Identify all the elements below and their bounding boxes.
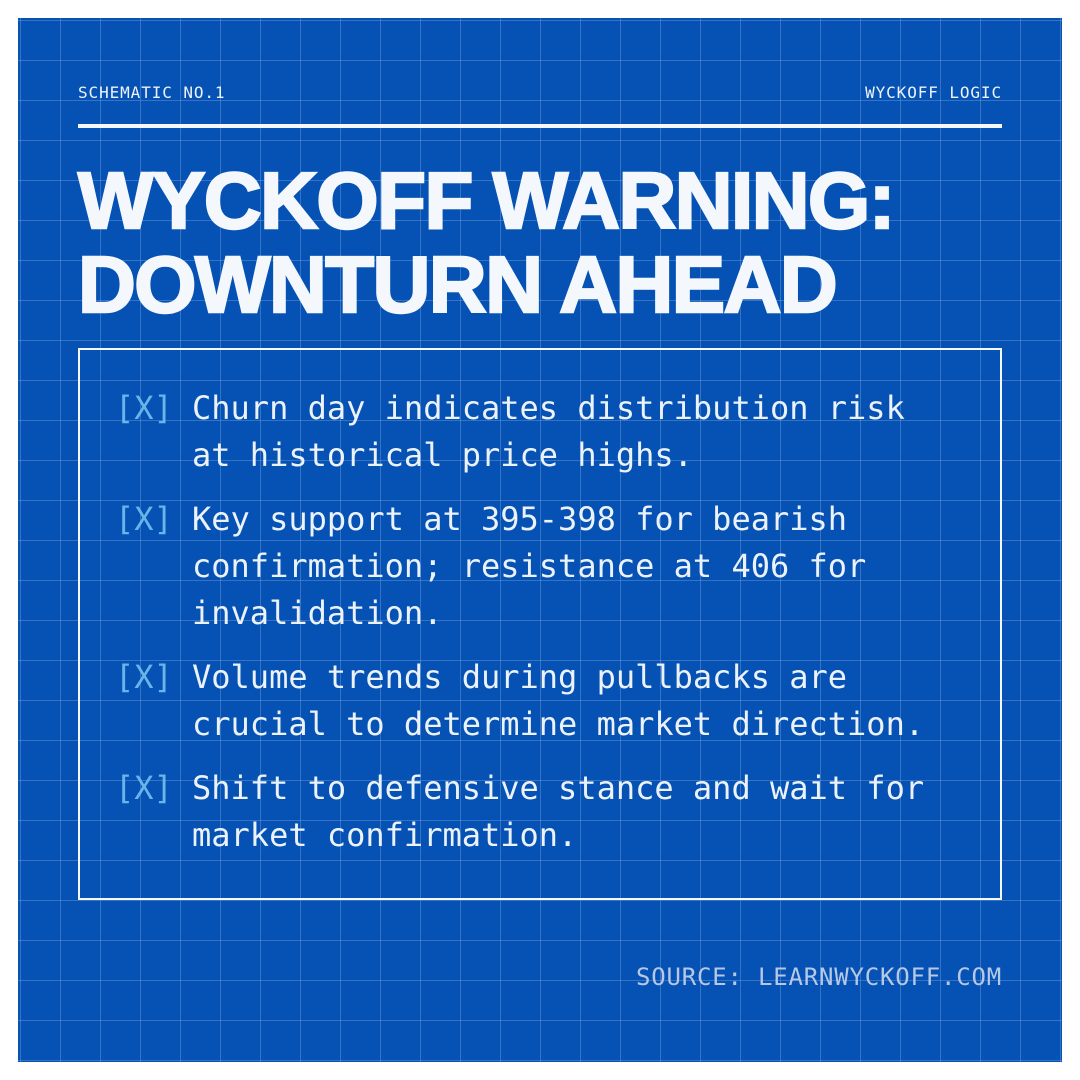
title-line-1: WYCKOFF WARNING: bbox=[78, 156, 894, 245]
checkbox-marker: [X] bbox=[115, 658, 173, 696]
brand-label: WYCKOFF LOGIC bbox=[865, 83, 1002, 102]
checklist-item bbox=[115, 654, 944, 748]
checklist-item bbox=[115, 496, 944, 637]
header-divider bbox=[78, 124, 1002, 128]
checklist-item-text: Key support at 395-398 for bearish confirmation; resistance at 406 for invalidation. bbox=[192, 500, 867, 632]
checklist-item-text: Churn day indicates distribution risk at historical price highs. bbox=[192, 389, 905, 474]
poster-title bbox=[78, 156, 1002, 329]
source-attribution: SOURCE: LEARNWYCKOFF.COM bbox=[636, 963, 1002, 991]
title-line-2: DOWNTURN AHEAD bbox=[78, 240, 837, 329]
checkbox-marker: [X] bbox=[115, 389, 173, 427]
checkbox-marker: [X] bbox=[115, 500, 173, 538]
blueprint-canvas bbox=[18, 18, 1062, 1062]
checklist-item-text: Shift to defensive stance and wait for market confirmation. bbox=[192, 769, 925, 854]
checklist-item bbox=[115, 765, 944, 859]
schematic-number-label: SCHEMATIC NO.1 bbox=[78, 83, 226, 102]
checklist-item bbox=[115, 385, 944, 479]
checklist-box bbox=[78, 348, 1002, 900]
checklist-item-text: Volume trends during pullbacks are crucial to determine market direction. bbox=[192, 658, 925, 743]
header-row bbox=[78, 82, 1002, 104]
checkbox-marker: [X] bbox=[115, 769, 173, 807]
